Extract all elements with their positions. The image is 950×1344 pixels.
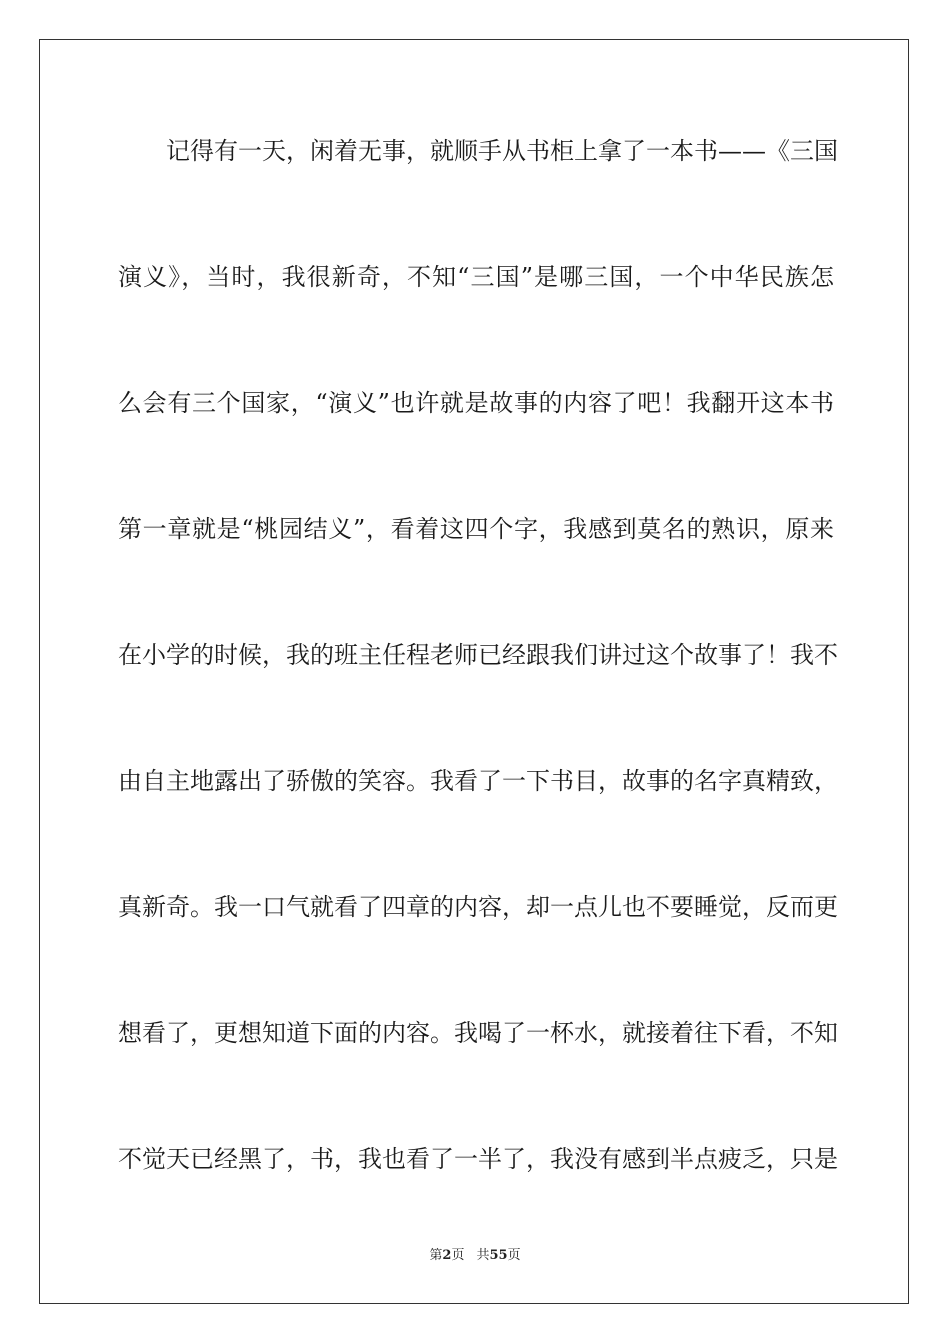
text-line-5: 在小学的时候，我的班主任程老师已经跟我们讲过这个故事了！我不 xyxy=(118,641,838,669)
text-line-6: 由自主地露出了骄傲的笑容。我看了一下书目，故事的名字真精致， xyxy=(118,767,838,795)
text-line-4: 第一章就是“桃园结义”，看着这四个字，我感到莫名的熟识，原来 xyxy=(118,515,834,543)
page-prefix: 第 xyxy=(429,1248,443,1263)
text-line-1: 记得有一天，闲着无事，就顺手从书柜上拿了一本书——《三国 xyxy=(166,137,838,165)
text-line-7: 真新奇。我一口气就看了四章的内容，却一点儿也不要睡觉，反而更 xyxy=(118,893,838,921)
page-suffix: 页 xyxy=(451,1248,465,1263)
page-number: 2 xyxy=(442,1248,452,1263)
total-suffix: 页 xyxy=(507,1248,521,1263)
text-line-2: 演义》，当时，我很新奇，不知“三国”是哪三国，一个中华民族怎 xyxy=(118,263,834,291)
total-prefix: 共 xyxy=(476,1248,490,1263)
text-line-3: 么会有三个国家，“演义”也许就是故事的内容了吧！我翻开这本书 xyxy=(118,389,834,417)
page-footer xyxy=(0,1246,950,1266)
text-line-8: 想看了，更想知道下面的内容。我喝了一杯水，就接着往下看，不知 xyxy=(118,1019,838,1047)
total-pages: 55 xyxy=(489,1248,508,1263)
text-line-9: 不觉天已经黑了，书，我也看了一半了，我没有感到半点疲乏，只是 xyxy=(118,1145,838,1173)
